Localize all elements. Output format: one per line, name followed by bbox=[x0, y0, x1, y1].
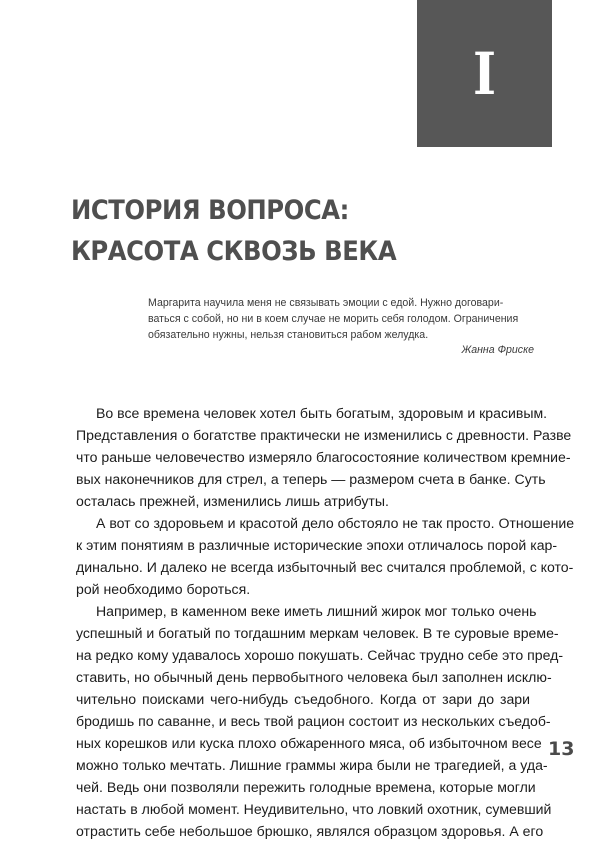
body-line: Например, в каменном веке иметь лишний жирок мог только очень bbox=[96, 603, 537, 619]
body-line: чительно поисками чего-нибудь съедобного. Когда от зари до зари bbox=[76, 691, 530, 707]
chapter-number: I bbox=[472, 39, 497, 108]
body-line: осталась прежней, изменились лишь атрибуты. bbox=[76, 493, 389, 509]
chapter-title-line-1: ИСТОРИЯ ВОПРОСА: bbox=[71, 195, 349, 226]
chapter-title bbox=[71, 190, 449, 272]
body-line: бродишь по саванне, и весь твой рацион состоит из нескольких съедоб- bbox=[76, 713, 551, 729]
body-line: на редко кому удавалось хорошо покушать. Сейчас трудно себе это пред- bbox=[76, 647, 564, 663]
body-line: что раньше человечество измеряло благосостояние количеством кремние- bbox=[76, 449, 571, 465]
body-line: рой необходимо бороться. bbox=[76, 581, 251, 597]
body-line: ных корешков или куска плохо обжаренного мяса, об избыточном весе bbox=[76, 735, 542, 751]
epigraph-line: обязательно нужны, нельзя становиться рабом желудка. bbox=[148, 329, 429, 341]
epigraph-line: ваться с собой, но ни в коем случае не морить себя голодом. Ограничения bbox=[148, 313, 519, 325]
body-line: чей. Ведь они позволяли пережить голодные времена, которые могли bbox=[76, 779, 536, 795]
body-line: Во все времена человек хотел быть богатым, здоровым и красивым. bbox=[96, 405, 548, 421]
epigraph-author: Жанна Фриске bbox=[461, 344, 534, 356]
page-number: 13 bbox=[548, 738, 575, 760]
epigraph-line: Маргарита научила меня не связывать эмоции с едой. Нужно договари- bbox=[148, 297, 504, 309]
chapter-title-line-2: КРАСОТА СКВОЗЬ ВЕКА bbox=[71, 236, 397, 267]
body-line: ставить, но обычный день первобытного человека был заполнен исклю- bbox=[76, 669, 552, 685]
body-line: настать в любой момент. Неудивительно, что ловкий охотник, сумевший bbox=[76, 801, 552, 817]
body-line: отрастить себе небольшое брюшко, являлся образцом здоровья. А его bbox=[76, 823, 544, 839]
body-line: вых наконечников для стрел, а теперь — размером счета в банке. Суть bbox=[76, 471, 546, 487]
chapter-number-box bbox=[417, 0, 552, 147]
epigraph bbox=[148, 295, 528, 343]
body-line: Представления о богатстве практически не изменились с древности. Разве bbox=[76, 427, 572, 443]
body-line: успешный и богатый по тогдашним меркам человек. В те суровые време- bbox=[76, 625, 559, 641]
body-line: динально. И далеко не всегда избыточный вес считался проблемой, с кото- bbox=[76, 559, 574, 575]
body-line: можно только мечтать. Лишние граммы жира были не трагедией, а уда- bbox=[76, 757, 548, 773]
body-line: А вот со здоровьем и красотой дело обстояло не так просто. Отношение bbox=[96, 515, 575, 531]
body-line: к этим понятиям в различные исторические эпохи отличалось порой кар- bbox=[76, 537, 558, 553]
